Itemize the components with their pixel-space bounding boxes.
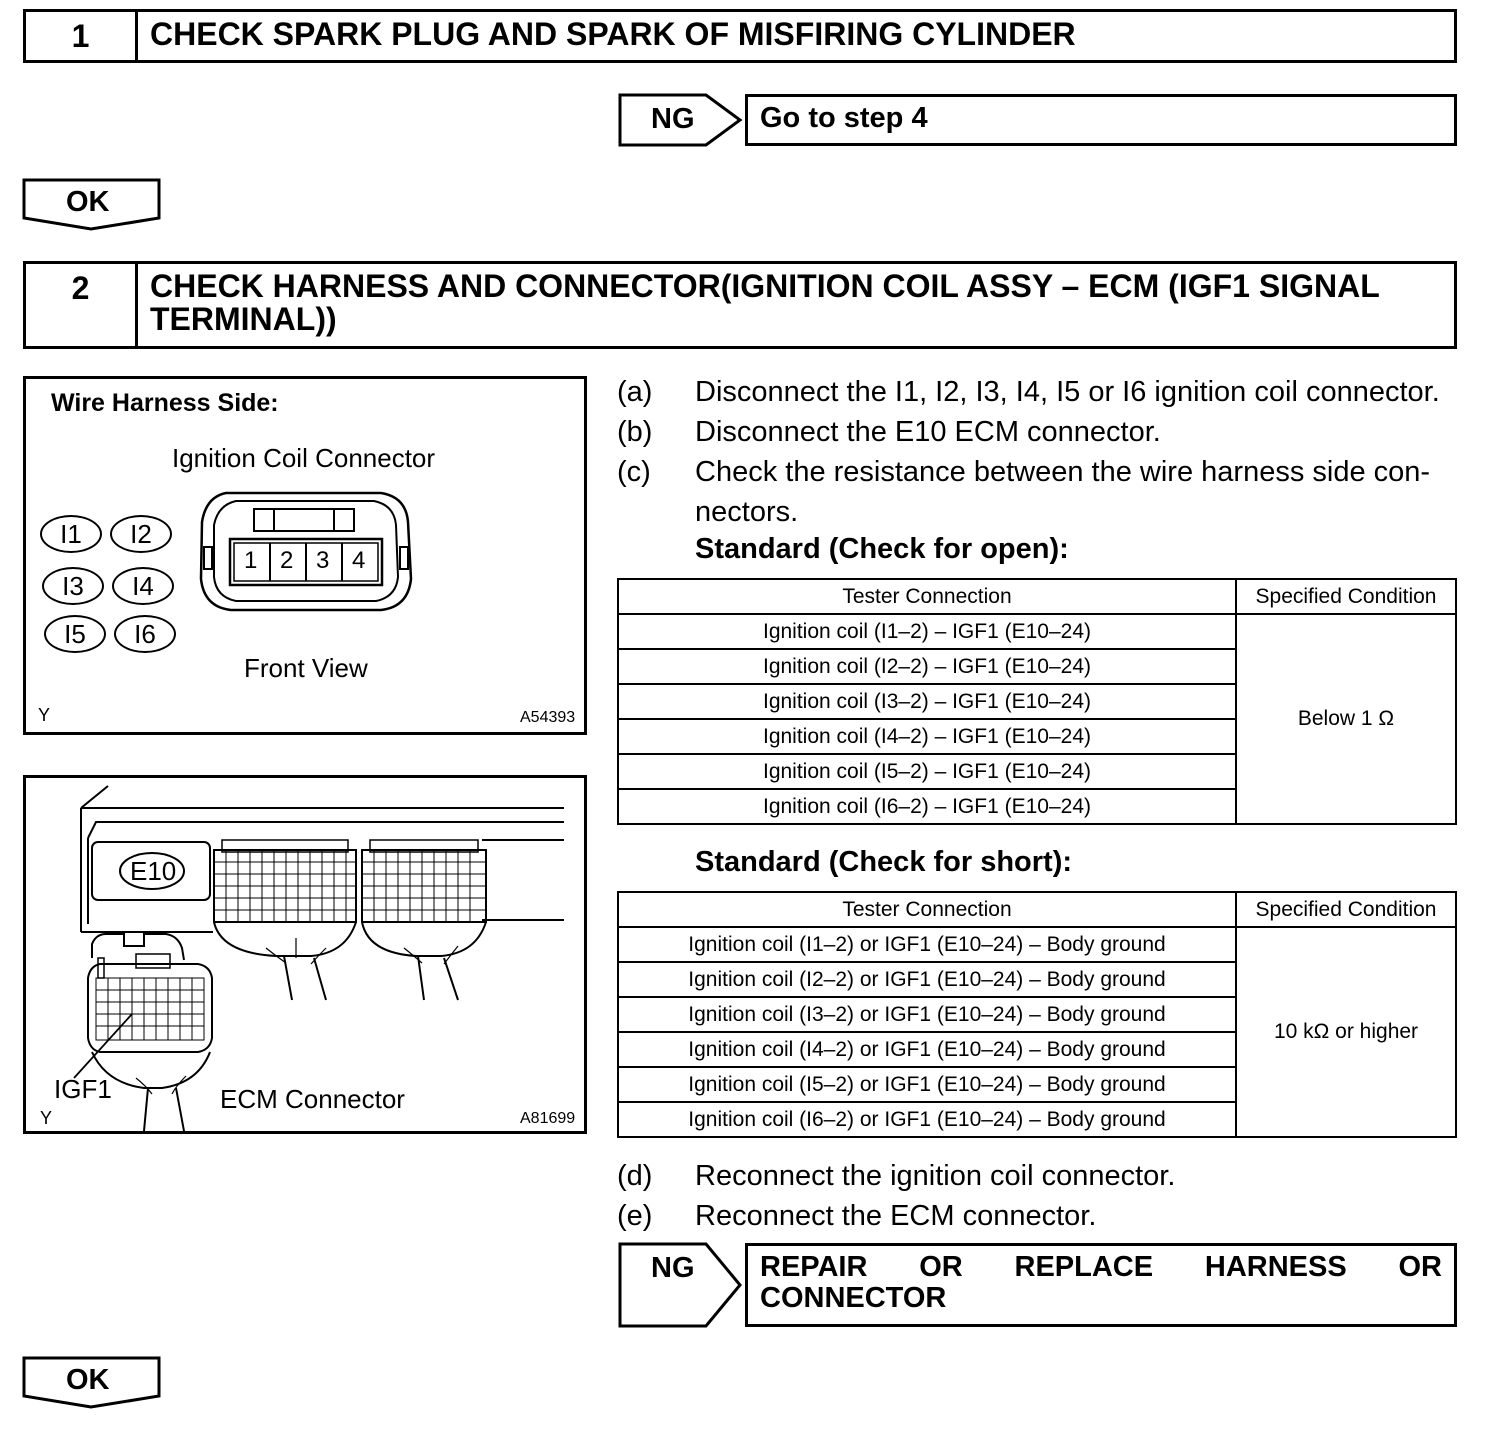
instruction-d — [617, 1156, 1467, 1196]
table-header: Tester Connection — [618, 892, 1236, 927]
instruction-label: (c) — [617, 456, 651, 488]
figure-corner-mark: Y — [38, 705, 51, 725]
figure-code: A81699 — [520, 1110, 576, 1127]
table-cell: Ignition coil (I6–2) or IGF1 (E10–24) – Body ground — [618, 1102, 1236, 1137]
table-cell: Ignition coil (I2–2) – IGF1 (E10–24) — [618, 649, 1236, 684]
ng-result-text: Go to step 4 — [760, 102, 928, 134]
ng-label: NG — [651, 1252, 695, 1284]
coil-label-list — [40, 515, 180, 655]
figure-caption: ECM Connector — [220, 1084, 405, 1114]
ecm-connector-id: E10 — [130, 856, 177, 886]
table-header: Specified Condition — [1236, 892, 1456, 927]
table-cell: Ignition coil (I2–2) or IGF1 (E10–24) – Body ground — [618, 962, 1236, 997]
ng-result-box — [745, 1243, 1457, 1327]
instruction-label: (e) — [617, 1200, 653, 1232]
instruction-label: (b) — [617, 416, 653, 448]
pin-number: 4 — [352, 547, 366, 574]
table-cell: Ignition coil (I4–2) or IGF1 (E10–24) – Body ground — [618, 1032, 1236, 1067]
figure-caption: Ignition Coil Connector — [172, 443, 436, 473]
instruction-label: (d) — [617, 1160, 653, 1192]
pin-number: 1 — [244, 547, 258, 574]
table-row — [618, 614, 1456, 649]
ignition-coil-connector-figure — [23, 376, 587, 735]
condition-cell: Below 1 Ω — [1236, 614, 1456, 824]
step-title: CHECK SPARK PLUG AND SPARK OF MISFIRING CYLINDER — [150, 16, 1076, 52]
instruction-text: Disconnect the I1, I2, I3, I4, I5 or I6 ignition coil connector. — [695, 376, 1440, 408]
ng-result-text: CONNECTOR — [760, 1282, 947, 1314]
figure-corner-mark: Y — [40, 1108, 53, 1128]
ok-label: OK — [66, 186, 110, 218]
ok-label: OK — [66, 1364, 110, 1396]
table-cell: Ignition coil (I1–2) – IGF1 (E10–24) — [618, 614, 1236, 649]
instruction-label: (a) — [617, 376, 653, 408]
pin-number: 3 — [316, 547, 330, 574]
coil-oval: I3 — [42, 567, 104, 605]
instruction-b — [617, 412, 1467, 452]
instruction-text: Disconnect the E10 ECM connector. — [695, 416, 1161, 448]
table-cell: Ignition coil (I3–2) – IGF1 (E10–24) — [618, 684, 1236, 719]
ng-result-text: REPAIR OR REPLACE HARNESS OR — [760, 1251, 1442, 1283]
coil-oval: I2 — [110, 515, 172, 553]
table-header: Specified Condition — [1236, 579, 1456, 614]
ng-result-box — [745, 94, 1457, 146]
ecm-connector-figure — [23, 775, 587, 1134]
table-header-row — [618, 892, 1456, 927]
step-2-header — [23, 261, 1457, 349]
ng-label: NG — [651, 103, 695, 135]
table-row — [618, 927, 1456, 962]
short-check-heading: Standard (Check for short): — [695, 846, 1073, 878]
connector-drawing — [196, 487, 426, 617]
table-header: Tester Connection — [618, 579, 1236, 614]
step-1-header — [23, 9, 1457, 63]
instruction-text: Check the resistance between the wire harness side con- — [695, 456, 1431, 488]
table-cell: Ignition coil (I4–2) – IGF1 (E10–24) — [618, 719, 1236, 754]
coil-oval: I6 — [114, 615, 176, 653]
table-cell: Ignition coil (I6–2) – IGF1 (E10–24) — [618, 789, 1236, 824]
pin-number: 2 — [280, 547, 294, 574]
coil-oval: I5 — [44, 615, 106, 653]
open-check-table — [617, 578, 1457, 825]
figure-code: A54393 — [520, 709, 576, 726]
coil-oval: I1 — [40, 515, 102, 553]
instruction-a — [617, 372, 1467, 412]
instruction-text: Reconnect the ignition coil connector. — [695, 1160, 1176, 1192]
step-number: 2 — [26, 264, 138, 346]
instruction-text: Reconnect the ECM connector. — [695, 1200, 1097, 1232]
figure-heading: Wire Harness Side: — [51, 389, 279, 417]
short-check-table — [617, 891, 1457, 1138]
instruction-text-continued: nectors. — [695, 496, 799, 528]
coil-oval: I4 — [112, 567, 174, 605]
table-cell: Ignition coil (I3–2) or IGF1 (E10–24) – Body ground — [618, 997, 1236, 1032]
step-number: 1 — [26, 12, 138, 60]
table-cell: Ignition coil (I1–2) or IGF1 (E10–24) – Body ground — [618, 927, 1236, 962]
open-check-heading: Standard (Check for open): — [695, 533, 1069, 565]
view-label: Front View — [244, 653, 368, 683]
table-header-row — [618, 579, 1456, 614]
table-cell: Ignition coil (I5–2) – IGF1 (E10–24) — [618, 754, 1236, 789]
instruction-c — [617, 452, 1467, 492]
table-cell: Ignition coil (I5–2) or IGF1 (E10–24) – Body ground — [618, 1067, 1236, 1102]
step-title: CHECK HARNESS AND CONNECTOR(IGNITION COIL ASSY – ECM (IGF1 SIGNAL TERMINAL)) — [150, 268, 1380, 337]
instruction-e — [617, 1196, 1467, 1236]
terminal-label: IGF1 — [54, 1074, 112, 1104]
condition-cell: 10 kΩ or higher — [1236, 927, 1456, 1137]
